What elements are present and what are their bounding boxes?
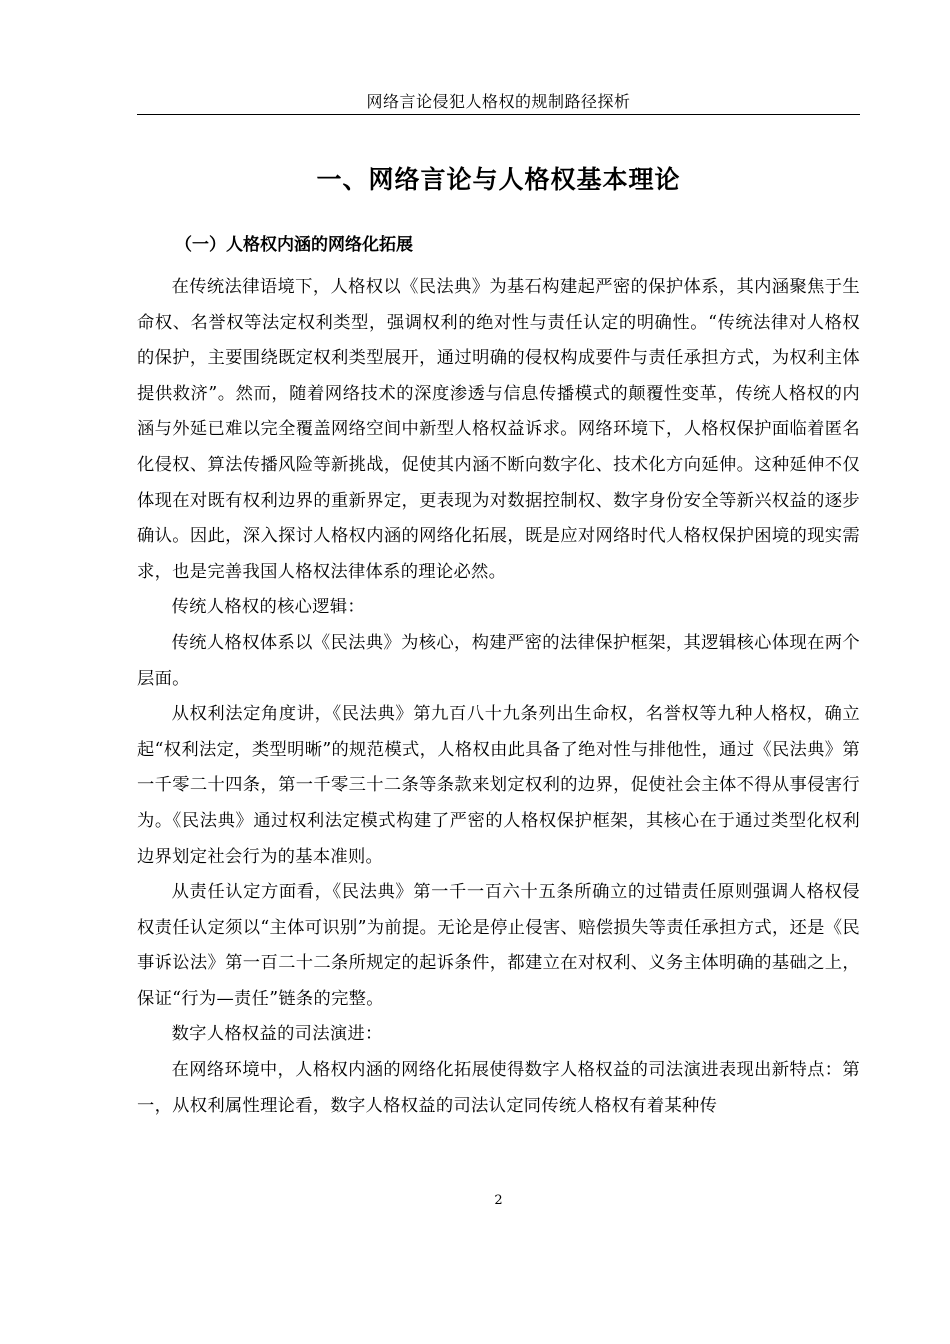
paragraph-digital-evolution: 在网络环境中，人格权内涵的网络化拓展使得数字人格权益的司法演进表现出新特点：第一，从权利属性理论看，数字人格权益的司法认定同传统人格权有着某种传 [137, 1060, 860, 1116]
chapter-title: 一、网络言论与人格权基本理论 [316, 165, 681, 194]
page-number: 2 [494, 1193, 503, 1208]
running-header: 网络言论侵犯人格权的规制路径探析 [366, 92, 631, 111]
header-divider [137, 114, 860, 115]
paragraph-liability: 从责任认定方面看，《民法典》第一千一百六十五条所确立的过错责任原则强调人格权侵权责任认定须以“主体可识别”为前提。无论是停止侵害、赔偿损失等责任承担方式，还是《民事诉讼法》第一百二十二条所规定的起诉条件，都建立在对权利、义务主体明确的基础之上，保证“行为—责任”链条的完整。 [137, 882, 860, 1009]
paragraph-subheading-core-logic: 传统人格权的核心逻辑： [171, 597, 365, 618]
section-heading: （一）人格权内涵的网络化拓展 [175, 235, 413, 255]
paragraph-subheading-digital: 数字人格权益的司法演进： [171, 1024, 383, 1045]
paragraph-intro: 在传统法律语境下，人格权以《民法典》为基石构建起严密的保护体系，其内涵聚焦于生命权、名誉权等法定权利类型，强调权利的绝对性与责任认定的明确性。“传统法律对人格权的保护，主要围绕既定权利类型展开，通过明确的侵权构成要件与责任承担方式，为权利主体提供救济”。然而，随着网络技术的深度渗透与信息传播模式的颠覆性变革，传统人格权的内涵与外延已难以完全覆盖网络空间中新型人格权益诉求。网络环境下，人格权保护面临着匿名化侵权、算法传播风险等新挑战，促使其内涵不断向数字化、技术化方向延伸。这种延伸不仅体现在对既有权利边界的重新界定，更表现为对数据控制权、数字身份安全等新兴权益的逐步确认。因此，深入探讨人格权内涵的网络化拓展，既是应对网络时代人格权保护困境的现实需求，也是完善我国人格权法律体系的理论必然。 [137, 277, 860, 582]
body-text [137, 270, 860, 1124]
paragraph-core-logic: 传统人格权体系以《民法典》为核心，构建严密的法律保护框架，其逻辑核心体现在两个层面。 [137, 632, 860, 689]
paragraph-rights-statutory: 从权利法定角度讲，《民法典》第九百八十九条列出生命权，名誉权等九种人格权，确立起“权利法定，类型明晰”的规范模式，人格权由此具备了绝对性与排他性，通过《民法典》第一千零二十四条，第一千零三十二条等条款来划定权利的边界，促使社会主体不得从事侵害行为。《民法典》通过权利法定模式构建了严密的人格权保护框架，其核心在于通过类型化权利边界划定社会行为的基本准则。 [137, 704, 860, 867]
